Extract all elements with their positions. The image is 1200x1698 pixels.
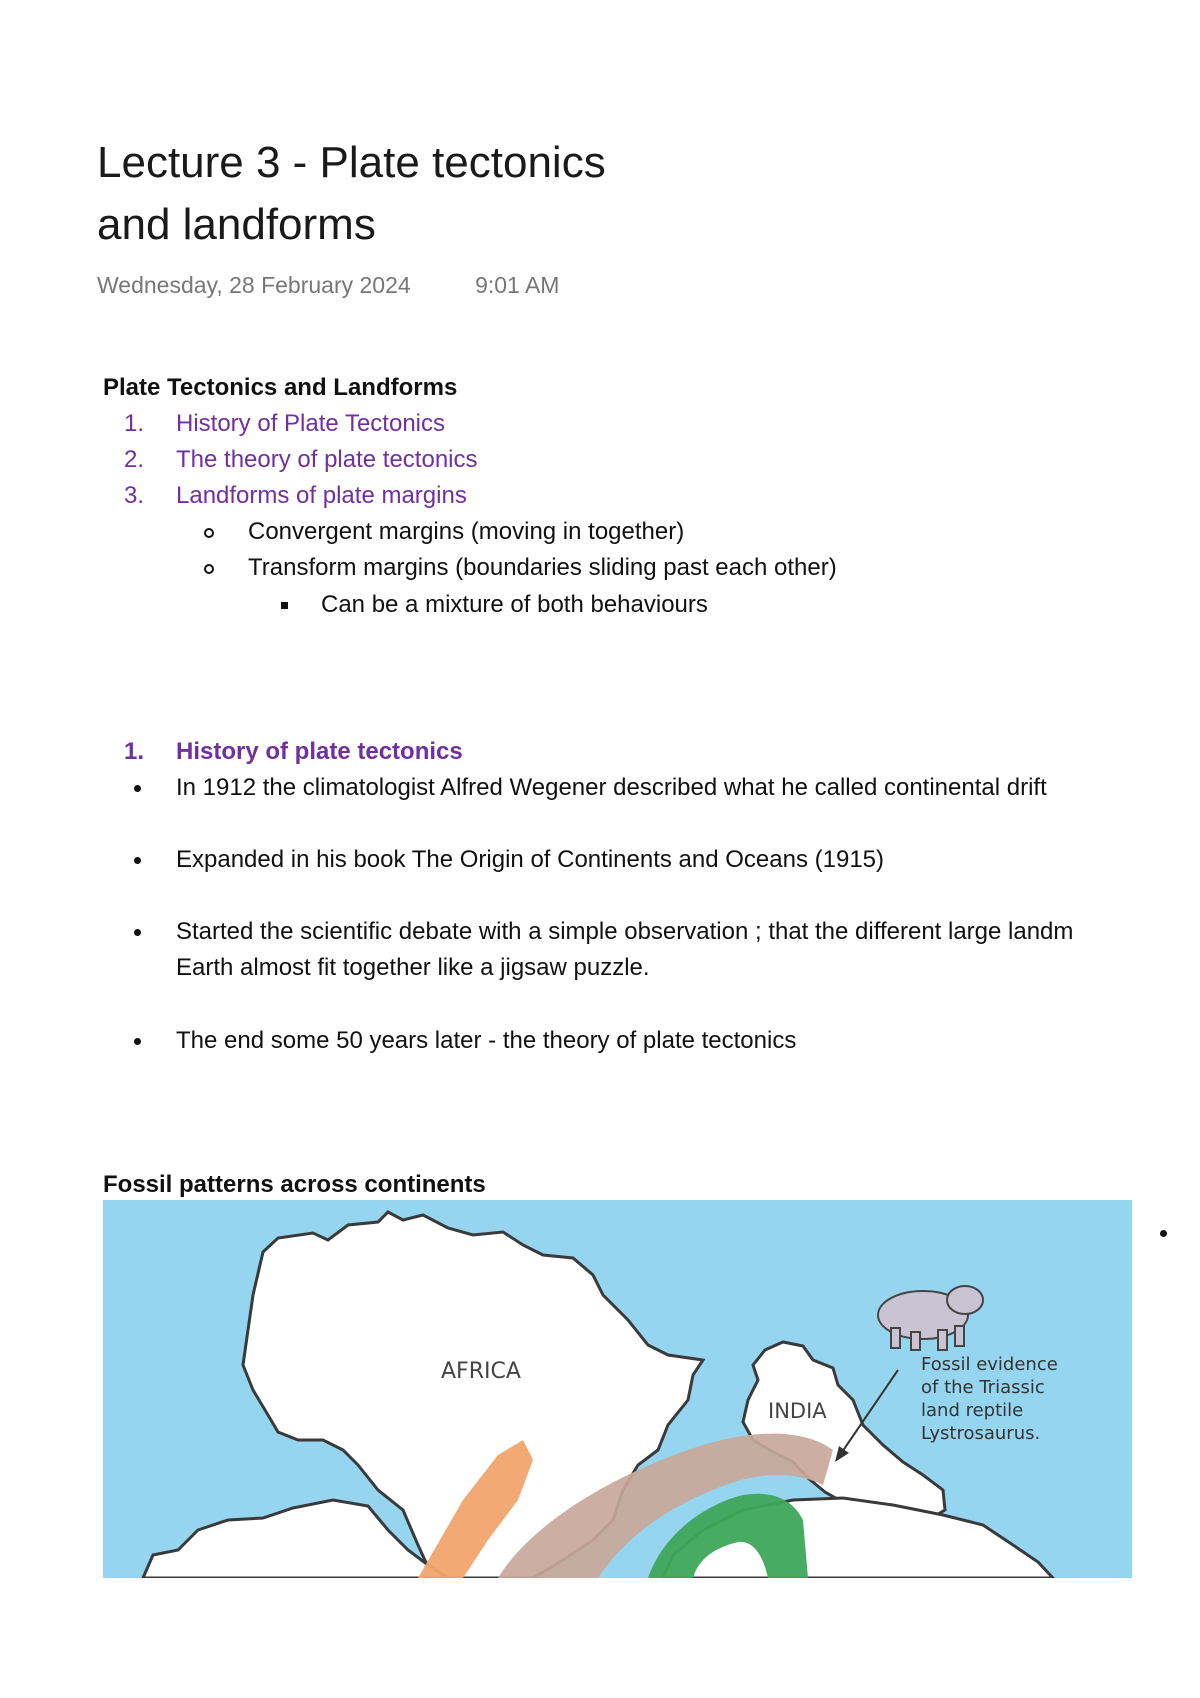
section-heading: History of plate tectonics bbox=[176, 738, 463, 765]
callout-line-4: Lystrosaurus. bbox=[921, 1423, 1041, 1444]
bullet-icon bbox=[1160, 1230, 1167, 1237]
outline-sub-item-1: Convergent margins (moving in together) bbox=[248, 518, 685, 545]
callout-line-3: land reptile bbox=[921, 1400, 1024, 1421]
page-meta bbox=[97, 272, 559, 299]
outline-number-3: 3. bbox=[124, 482, 145, 509]
fossil-map-svg bbox=[103, 1200, 1132, 1578]
callout-line-2: of the Triassic bbox=[921, 1377, 1045, 1398]
page-title-line-1: Lecture 3 - Plate tectonics bbox=[97, 138, 606, 187]
section-bullet-4: The end some 50 years later - the theory of plate tectonics bbox=[176, 1027, 797, 1054]
bullet-icon bbox=[134, 857, 141, 864]
section-bullet-3: Started the scientific debate with a simple observation ; that the different large landm bbox=[176, 918, 1074, 945]
square-bullet-icon bbox=[281, 602, 288, 609]
section-bullet-1: In 1912 the climatologist Alfred Wegener described what he called continental drift bbox=[176, 774, 1047, 801]
page-date: Wednesday, 28 February 2024 bbox=[97, 272, 411, 298]
bullet-icon bbox=[134, 1038, 141, 1045]
outline-item-3: Landforms of plate margins bbox=[176, 482, 467, 509]
fossil-map bbox=[103, 1200, 1132, 1578]
outline-number-2: 2. bbox=[124, 446, 145, 473]
outline-sub-item-2: Transform margins (boundaries sliding past each other) bbox=[248, 554, 837, 581]
page-time: 9:01 AM bbox=[475, 272, 560, 298]
bullet-icon bbox=[134, 929, 141, 936]
outline-sub-sub-item: Can be a mixture of both behaviours bbox=[321, 591, 708, 618]
outline-heading: Plate Tectonics and Landforms bbox=[103, 374, 458, 401]
section-bullet-3-continued: Earth almost fit together like a jigsaw puzzle. bbox=[176, 954, 650, 981]
hollow-bullet-icon bbox=[204, 528, 214, 538]
outline-item-1: History of Plate Tectonics bbox=[176, 410, 446, 437]
page-title-line-2: and landforms bbox=[97, 200, 376, 249]
page-title bbox=[97, 132, 817, 256]
africa-label: AFRICA bbox=[441, 1359, 521, 1384]
outline-number-1: 1. bbox=[124, 410, 145, 437]
fossil-heading: Fossil patterns across continents bbox=[103, 1171, 486, 1198]
india-label: INDIA bbox=[768, 1399, 827, 1423]
section-number: 1. bbox=[124, 738, 145, 765]
callout-line-1: Fossil evidence bbox=[921, 1354, 1058, 1375]
section-bullet-2: Expanded in his book The Origin of Continents and Oceans (1915) bbox=[176, 846, 884, 873]
outline-item-2: The theory of plate tectonics bbox=[176, 446, 478, 473]
bullet-icon bbox=[134, 785, 141, 792]
hollow-bullet-icon bbox=[204, 564, 214, 574]
